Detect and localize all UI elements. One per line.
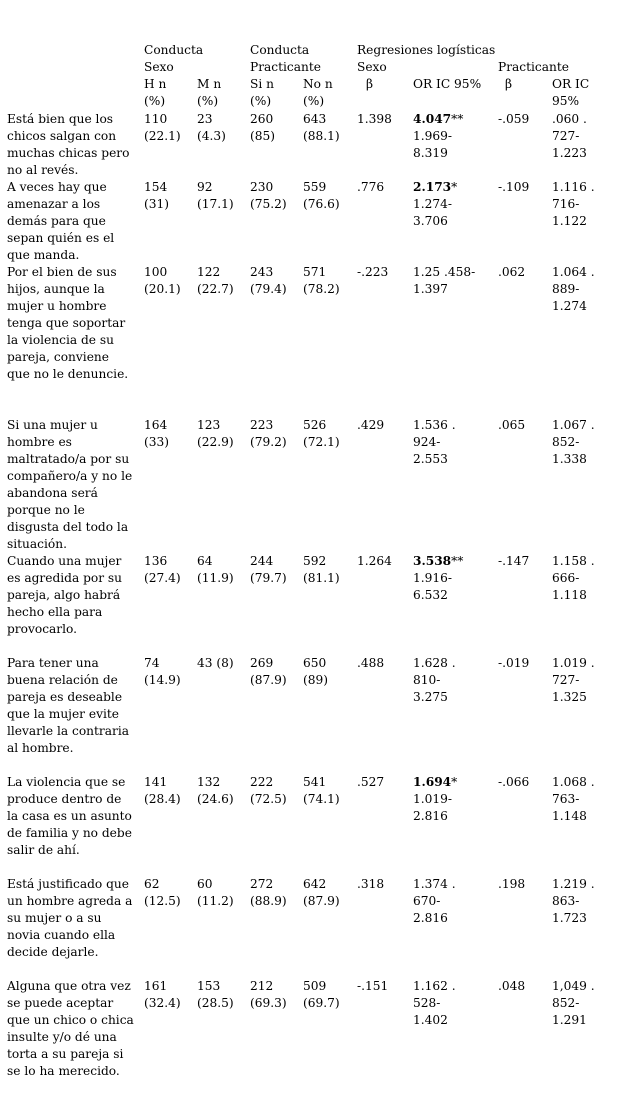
cell-no-n: 509 (69.7) <box>303 979 340 1010</box>
cell-si-n: 272 (88.9) <box>250 877 287 908</box>
significance-mark: ** <box>451 112 464 126</box>
cell-beta-sexo: 1.264 <box>357 554 392 568</box>
cell-beta-sexo: 1.398 <box>357 112 392 126</box>
cell-or-practicante: .060 . 727- 1.223 <box>552 112 587 160</box>
cell-beta-sexo: -.151 <box>357 979 389 993</box>
cell-h-n: 100 (20.1) <box>144 265 181 296</box>
cell-h-n: 136 (27.4) <box>144 554 181 585</box>
cell-or-sexo: 1.536 . 924- 2.553 <box>413 418 456 466</box>
cell-si-n: 222 (72.5) <box>250 775 287 806</box>
cell-or-sexo <box>413 553 463 604</box>
cell-beta-sexo: .429 <box>357 418 385 432</box>
cell-or-practicante: 1.068 . 763- 1.148 <box>552 775 595 823</box>
cell-si-n: 260 (85) <box>250 112 276 143</box>
cell-or-practicante: 1,049 . 852- 1.291 <box>552 979 595 1027</box>
cell-h-n: 161 (32.4) <box>144 979 181 1010</box>
cell-si-n: 269 (87.9) <box>250 656 287 687</box>
cell-m-n: 64 (11.9) <box>197 554 234 585</box>
header-beta-practicante: β <box>505 77 513 91</box>
cell-beta-practicante: .048 <box>498 979 526 993</box>
cell-no-n: 592 (81.1) <box>303 554 340 585</box>
cell-or-practicante: 1.158 . 666- 1.118 <box>552 554 595 602</box>
cell-no-n: 650 (89) <box>303 656 329 687</box>
confidence-interval: 1.019- 2.816 <box>413 792 453 823</box>
cell-or-practicante: 1.067 . 852- 1.338 <box>552 418 595 466</box>
cell-m-n: 132 (24.6) <box>197 775 234 806</box>
significance-mark: * <box>451 180 458 194</box>
cell-h-n: 62 (12.5) <box>144 877 181 908</box>
cell-or-sexo: 1.374 . 670- 2.816 <box>413 877 456 925</box>
cell-or-sexo: 1.162 . 528- 1.402 <box>413 979 456 1027</box>
significant-or: 2.173 <box>413 180 452 194</box>
cell-beta-sexo: .776 <box>357 180 385 194</box>
cell-no-n: 526 (72.1) <box>303 418 340 449</box>
cell-si-n: 212 (69.3) <box>250 979 287 1010</box>
header-si-n: Si n (%) <box>250 77 274 108</box>
confidence-interval: 1.969- 8.319 <box>413 129 453 160</box>
cell-m-n: 123 (22.9) <box>197 418 234 449</box>
row-label: Si una mujer u hombre es maltratado/a por su compañero/a y no le abandona será porque no le disgusta del todo la situación. <box>7 418 133 551</box>
cell-or-practicante: 1.219 . 863- 1.723 <box>552 877 595 925</box>
cell-beta-practicante: -.059 <box>498 112 530 126</box>
cell-or-practicante: 1.064 . 889- 1.274 <box>552 265 595 313</box>
cell-m-n: 153 (28.5) <box>197 979 234 1010</box>
cell-or-practicante: 1.019 . 727- 1.325 <box>552 656 595 704</box>
cell-or-sexo: 1.628 . 810- 3.275 <box>413 656 456 704</box>
header-conducta-sexo: Conducta Sexo <box>144 43 204 74</box>
header-h-n: H n (%) <box>144 77 167 108</box>
header-or-ic-sexo: OR IC 95% <box>413 77 482 91</box>
row-label: Está bien que los chicos salgan con muchas chicas pero no al revés. <box>7 112 130 177</box>
significant-or: 1.694 <box>413 775 452 789</box>
cell-no-n: 541 (74.1) <box>303 775 340 806</box>
cell-beta-sexo: .527 <box>357 775 385 789</box>
cell-no-n: 571 (78.2) <box>303 265 340 296</box>
cell-or-sexo <box>413 111 463 162</box>
cell-m-n: 43 (8) <box>197 656 234 670</box>
cell-h-n: 164 (33) <box>144 418 170 449</box>
cell-h-n: 154 (31) <box>144 180 170 211</box>
row-label: A veces hay que amenazar a los demás para que sepan quién es el que manda. <box>7 180 115 262</box>
cell-or-sexo <box>413 179 457 230</box>
row-label: Alguna que otra vez se puede aceptar que un chico o chica insulte y/o dé una torta a su pareja si se lo ha merecido. <box>7 979 134 1078</box>
cell-no-n: 642 (87.9) <box>303 877 340 908</box>
cell-or-sexo <box>413 774 457 825</box>
confidence-interval: 1.274- 3.706 <box>413 197 453 228</box>
cell-or-practicante: 1.116 . 716- 1.122 <box>552 180 595 228</box>
significant-or: 3.538 <box>413 554 452 568</box>
cell-beta-practicante: -.066 <box>498 775 530 789</box>
cell-or-sexo: 1.25 .458- 1.397 <box>413 265 476 296</box>
cell-beta-sexo: .318 <box>357 877 385 891</box>
header-beta-sexo: β <box>366 77 374 91</box>
header-regresiones-logisticas: Regresiones logísticas <box>357 43 496 57</box>
cell-h-n: 74 (14.9) <box>144 656 181 687</box>
cell-si-n: 244 (79.7) <box>250 554 287 585</box>
row-label: Cuando una mujer es agredida por su pareja, algo habrá hecho ella para provocarlo. <box>7 554 123 636</box>
cell-beta-practicante: .198 <box>498 877 526 891</box>
row-label: La violencia que se produce dentro de la casa es un asunto de familia y no debe salir de ahí. <box>7 775 132 857</box>
cell-no-n: 559 (76.6) <box>303 180 340 211</box>
significance-mark: * <box>451 775 458 789</box>
cell-m-n: 92 (17.1) <box>197 180 234 211</box>
cell-beta-practicante: -.019 <box>498 656 530 670</box>
cell-beta-practicante: -.147 <box>498 554 530 568</box>
significant-or: 4.047 <box>413 112 452 126</box>
cell-m-n: 60 (11.2) <box>197 877 234 908</box>
header-sexo: Sexo <box>357 60 387 74</box>
row-label: Por el bien de sus hijos, aunque la mujer u hombre tenga que soportar la violencia de su pareja, conviene que no le denuncie. <box>7 265 129 381</box>
header-conducta-practicante: Conducta Practicante <box>250 43 321 74</box>
significance-mark: ** <box>451 554 464 568</box>
header-m-n: M n (%) <box>197 77 222 108</box>
confidence-interval: 1.916- 6.532 <box>413 571 453 602</box>
header-practicante: Practicante <box>498 60 569 74</box>
cell-si-n: 223 (79.2) <box>250 418 287 449</box>
cell-beta-practicante: -.109 <box>498 180 530 194</box>
cell-no-n: 643 (88.1) <box>303 112 340 143</box>
cell-beta-sexo: -.223 <box>357 265 389 279</box>
row-label: Para tener una buena relación de pareja es deseable que la mujer evite llevarle la contraria al hombre. <box>7 656 129 755</box>
cell-m-n: 23 (4.3) <box>197 112 226 143</box>
header-no-n: No n (%) <box>303 77 333 108</box>
cell-si-n: 230 (75.2) <box>250 180 287 211</box>
header-or-ic-practicante: OR IC 95% <box>552 77 590 108</box>
cell-beta-sexo: .488 <box>357 656 385 670</box>
cell-si-n: 243 (79.4) <box>250 265 287 296</box>
row-label: Está justificado que un hombre agreda a su mujer o a su novia cuando ella decide dejarle. <box>7 877 133 959</box>
cell-m-n: 122 (22.7) <box>197 265 234 296</box>
cell-beta-practicante: .062 <box>498 265 526 279</box>
cell-h-n: 141 (28.4) <box>144 775 181 806</box>
cell-h-n: 110 (22.1) <box>144 112 181 143</box>
cell-beta-practicante: .065 <box>498 418 526 432</box>
